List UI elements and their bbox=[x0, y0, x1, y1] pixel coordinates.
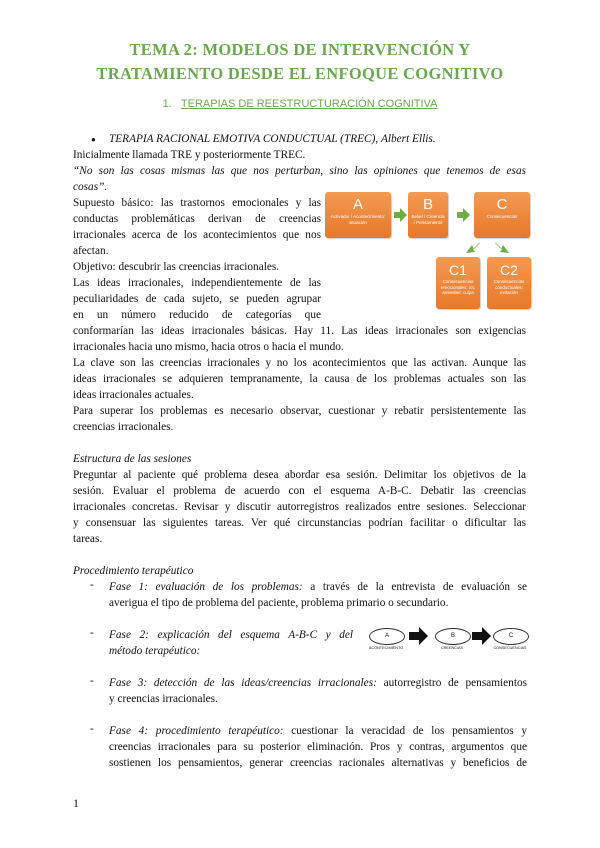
oval-a-caption: ACONTECIMIENTO bbox=[368, 646, 404, 650]
estructura-heading: Estructura de las sesiones bbox=[73, 453, 192, 465]
oval-a: A bbox=[369, 628, 405, 645]
para-line: La clave son las creencias irracionales y no los acontecimientos que las activan. Aunque las bbox=[73, 357, 526, 369]
fase3-rest: autorregistro de pensamientos bbox=[383, 677, 528, 689]
quote-line-1: “No son las cosas mismas las que nos perturban, sino las opiniones que tenemos de esas bbox=[73, 165, 526, 177]
oval-b-caption: CREENCIAS bbox=[440, 646, 464, 650]
box-c1-letter: C1 bbox=[449, 262, 467, 278]
fase4-line-2: creencias irracionales para su posterior eliminación. Pros y contras, argumentos que bbox=[109, 741, 527, 753]
section-heading bbox=[0, 98, 600, 110]
box-c2-letter: C2 bbox=[500, 262, 518, 278]
left-para-line: Las ideas irracionales, independientemente de las bbox=[73, 277, 321, 289]
abc-arrows bbox=[405, 626, 495, 646]
left-para-line: irracionales acerca de los acontecimientos que nos bbox=[73, 229, 321, 241]
arrow-down-right-icon bbox=[495, 243, 509, 253]
diagram-arrows bbox=[320, 185, 550, 320]
dash-bullet: - bbox=[90, 675, 94, 687]
quote-line-2: cosas”. bbox=[73, 181, 108, 193]
section-title: TERAPIAS DE REESTRUCTURACIÓN COGNITIVA bbox=[180, 98, 438, 110]
dash-bullet: - bbox=[90, 579, 94, 591]
intro-line: Inicialmente llamada TRE y posteriormente TREC. bbox=[73, 149, 306, 161]
oval-c: C bbox=[493, 628, 529, 645]
title-line-1: TEMA 2: MODELOS DE INTERVENCIÓN Y bbox=[129, 40, 471, 59]
fase4-label: Fase 4: procedimiento terapéutico: bbox=[109, 725, 284, 737]
estructura-line: sesión. Evaluar el problema de acuerdo con el esquema A-B-C. Debatir las creencias bbox=[73, 485, 526, 497]
page-number: 1 bbox=[73, 796, 79, 810]
para-line: Para superar los problemas es necesario observar, cuestionar y rebatir persistentemente las bbox=[73, 405, 526, 417]
fase2-line-1: Fase 2: explicación del esquema A-B-C y del bbox=[109, 629, 353, 641]
arrow-right-icon bbox=[472, 627, 491, 645]
box-c-letter: C bbox=[496, 196, 508, 213]
box-b-text: Belief / Creencia / Pensamiento bbox=[411, 214, 445, 225]
bullet-icon: ● bbox=[91, 135, 96, 144]
estructura-line: Preguntar al paciente qué problema desea abordar esa sesión. Delimitar los objetivos de la bbox=[73, 469, 526, 481]
fase3-line-1 bbox=[109, 675, 527, 691]
arrow-right-icon bbox=[409, 627, 428, 645]
dash-bullet: - bbox=[90, 627, 94, 639]
para-line: ideas irracionales actuales. bbox=[73, 389, 194, 401]
section-number: 1. bbox=[162, 98, 172, 110]
para-line: ideas irracionales se adquieren tempranamente, la causa de los problemas actuales son las bbox=[73, 373, 526, 385]
fase1-label: Fase 1: evaluación de los problemas: bbox=[109, 581, 303, 593]
left-para-line: conductas problemáticas derivan de creencias bbox=[73, 213, 321, 225]
fase1-rest: a través de la entrevista de evaluación se bbox=[310, 581, 527, 593]
fase3-line-2: y creencias irracionales. bbox=[109, 693, 218, 705]
box-c-text: Consecuencias bbox=[486, 214, 518, 219]
box-b-letter: B bbox=[422, 196, 433, 213]
fase4-line-3: sostienen los pensamientos, generar creencias racionales alternativas y beneficios de bbox=[109, 757, 527, 769]
oval-b: B bbox=[435, 628, 471, 645]
box-c2-text: Consecuencias conductuales: evitación bbox=[493, 279, 525, 295]
arrow-down-left-icon bbox=[466, 243, 480, 253]
procedimiento-heading: Procedimiento terapéutico bbox=[73, 565, 194, 577]
fase1-line-1 bbox=[109, 579, 527, 595]
para-line: creencias irracionales. bbox=[73, 421, 174, 433]
estructura-line: tareas. bbox=[73, 533, 103, 545]
trec-author: Albert Ellis. bbox=[380, 133, 436, 145]
fase4-rest: cuestionar la veracidad de los pensamientos y bbox=[291, 725, 527, 737]
trec-heading bbox=[91, 131, 436, 148]
oval-c-caption: CONSECUENCIAS bbox=[493, 646, 527, 650]
box-a-letter: A bbox=[352, 196, 363, 213]
box-a-text: Activador / Acontecimiento: situación bbox=[330, 214, 386, 225]
fase2-line-2: método terapéutico: bbox=[109, 645, 201, 657]
box-c1-text: Consecuencias emocionales: ira, ansiedad, culpa bbox=[440, 279, 476, 295]
fase1-line-2: averigua el tipo de problema del paciente, problema primario o secundario. bbox=[109, 597, 449, 609]
fase4-line-1 bbox=[109, 723, 527, 739]
dash-bullet: - bbox=[90, 723, 94, 735]
estructura-line: y consensuar las siguientes tareas. Ver qué circunstancias podrían facilitar o dificultar las bbox=[73, 517, 526, 529]
trec-title: TERAPIA RACIONAL EMOTIVA CONDUCTUAL (TREC), bbox=[109, 133, 379, 145]
left-para-line: Objetivo: descubrir las creencias irracionales. bbox=[73, 261, 280, 273]
title-line-2: TRATAMIENTO DESDE EL ENFOQUE COGNITIVO bbox=[96, 64, 504, 83]
para-line: conformarían las ideas irracionales básicas. Hay 11. Las ideas irracionales son exigencias bbox=[73, 325, 526, 337]
left-para-line: afectan. bbox=[73, 245, 109, 257]
left-para-line: Supuesto básico: las trastornos emocionales y las bbox=[73, 197, 321, 209]
left-para-line: peculiaridades de cada sujeto, se pueden agrupar bbox=[73, 293, 321, 305]
fase3-label: Fase 3: detección de las ideas/creencias irracionales: bbox=[109, 677, 377, 689]
para-line: irracionales hacia uno mismo, hacia otros o hacia el mundo. bbox=[73, 341, 344, 353]
arrow-right-icon bbox=[457, 208, 470, 222]
arrow-right-icon bbox=[394, 208, 407, 222]
estructura-line: irracionales concretas. Revisar y discutir autorregistros realizados entre sesiones. Seleccionar bbox=[73, 501, 526, 513]
left-para-line: en un número reducido de categorías que bbox=[73, 309, 321, 321]
